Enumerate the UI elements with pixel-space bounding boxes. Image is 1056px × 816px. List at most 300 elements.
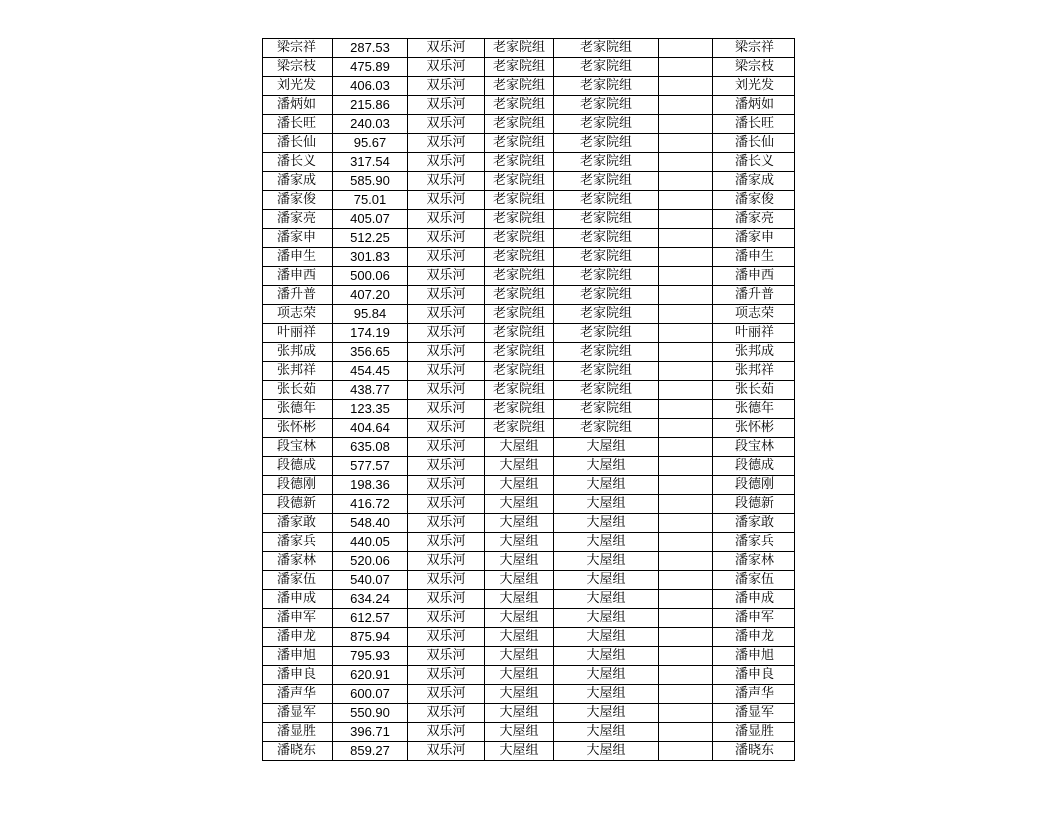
village-cell: 双乐河 [408,248,485,267]
owner-cell: 潘家成 [713,172,795,191]
subgroup-cell: 大屋组 [554,533,659,552]
subgroup-cell: 老家院组 [554,58,659,77]
note-cell [659,210,713,229]
group-cell: 大屋组 [485,704,554,723]
subgroup-cell: 大屋组 [554,647,659,666]
group-cell: 大屋组 [485,514,554,533]
village-cell: 双乐河 [408,552,485,571]
name-cell: 潘长旺 [263,115,333,134]
subgroup-cell: 大屋组 [554,742,659,761]
group-cell: 老家院组 [485,400,554,419]
owner-cell: 潘晓东 [713,742,795,761]
group-cell: 老家院组 [485,381,554,400]
table-row [263,552,795,571]
area-cell: 795.93 [333,647,408,666]
subgroup-cell: 老家院组 [554,134,659,153]
note-cell [659,533,713,552]
subgroup-cell: 老家院组 [554,324,659,343]
name-cell: 潘显胜 [263,723,333,742]
subgroup-cell: 老家院组 [554,419,659,438]
name-cell: 潘申良 [263,666,333,685]
group-cell: 老家院组 [485,248,554,267]
owner-cell: 潘长旺 [713,115,795,134]
table-row [263,704,795,723]
group-cell: 老家院组 [485,305,554,324]
village-cell: 双乐河 [408,96,485,115]
name-cell: 潘家伍 [263,571,333,590]
area-cell: 500.06 [333,267,408,286]
owner-cell: 潘升普 [713,286,795,305]
area-cell: 215.86 [333,96,408,115]
owner-cell: 段宝林 [713,438,795,457]
area-cell: 548.40 [333,514,408,533]
owner-cell: 潘申龙 [713,628,795,647]
area-cell: 635.08 [333,438,408,457]
owner-cell: 张邦祥 [713,362,795,381]
subgroup-cell: 大屋组 [554,495,659,514]
subgroup-cell: 大屋组 [554,552,659,571]
name-cell: 潘申西 [263,267,333,286]
subgroup-cell: 老家院组 [554,39,659,58]
owner-cell: 潘申良 [713,666,795,685]
group-cell: 老家院组 [485,419,554,438]
village-cell: 双乐河 [408,381,485,400]
village-cell: 双乐河 [408,305,485,324]
group-cell: 大屋组 [485,685,554,704]
name-cell: 张怀彬 [263,419,333,438]
table-row [263,438,795,457]
name-cell: 潘申生 [263,248,333,267]
village-cell: 双乐河 [408,571,485,590]
village-cell: 双乐河 [408,362,485,381]
owner-cell: 潘申军 [713,609,795,628]
village-cell: 双乐河 [408,229,485,248]
table-row [263,248,795,267]
area-cell: 612.57 [333,609,408,628]
subgroup-cell: 老家院组 [554,210,659,229]
table-row [263,381,795,400]
table-row [263,343,795,362]
table-row [263,286,795,305]
village-cell: 双乐河 [408,77,485,96]
owner-cell: 段德刚 [713,476,795,495]
area-cell: 75.01 [333,191,408,210]
table-row [263,647,795,666]
group-cell: 老家院组 [485,286,554,305]
name-cell: 潘家亮 [263,210,333,229]
table-row [263,362,795,381]
group-cell: 大屋组 [485,609,554,628]
owner-cell: 项志荣 [713,305,795,324]
owner-cell: 叶丽祥 [713,324,795,343]
group-cell: 老家院组 [485,39,554,58]
area-cell: 396.71 [333,723,408,742]
subgroup-cell: 老家院组 [554,343,659,362]
area-cell: 404.64 [333,419,408,438]
table-row [263,229,795,248]
area-cell: 512.25 [333,229,408,248]
village-cell: 双乐河 [408,685,485,704]
area-cell: 585.90 [333,172,408,191]
table-row [263,96,795,115]
name-cell: 潘家林 [263,552,333,571]
village-cell: 双乐河 [408,286,485,305]
note-cell [659,438,713,457]
village-cell: 双乐河 [408,419,485,438]
area-cell: 356.65 [333,343,408,362]
group-cell: 大屋组 [485,647,554,666]
table-body [263,39,795,761]
subgroup-cell: 老家院组 [554,172,659,191]
table-row [263,400,795,419]
table-row [263,590,795,609]
owner-cell: 张怀彬 [713,419,795,438]
note-cell [659,381,713,400]
group-cell: 大屋组 [485,476,554,495]
note-cell [659,666,713,685]
group-cell: 老家院组 [485,267,554,286]
note-cell [659,229,713,248]
note-cell [659,343,713,362]
table-row [263,666,795,685]
village-cell: 双乐河 [408,723,485,742]
table-row [263,723,795,742]
area-cell: 405.07 [333,210,408,229]
note-cell [659,305,713,324]
village-cell: 双乐河 [408,324,485,343]
name-cell: 潘申旭 [263,647,333,666]
group-cell: 大屋组 [485,666,554,685]
area-cell: 475.89 [333,58,408,77]
note-cell [659,115,713,134]
name-cell: 潘晓东 [263,742,333,761]
name-cell: 刘光发 [263,77,333,96]
table-row [263,115,795,134]
note-cell [659,514,713,533]
owner-cell: 潘家俊 [713,191,795,210]
village-cell: 双乐河 [408,210,485,229]
name-cell: 潘申军 [263,609,333,628]
owner-cell: 潘申西 [713,267,795,286]
group-cell: 老家院组 [485,96,554,115]
subgroup-cell: 大屋组 [554,723,659,742]
group-cell: 老家院组 [485,191,554,210]
name-cell: 梁宗枝 [263,58,333,77]
note-cell [659,58,713,77]
name-cell: 叶丽祥 [263,324,333,343]
name-cell: 潘升普 [263,286,333,305]
table-row [263,305,795,324]
note-cell [659,742,713,761]
table-row [263,742,795,761]
name-cell: 潘长义 [263,153,333,172]
name-cell: 潘家兵 [263,533,333,552]
village-cell: 双乐河 [408,628,485,647]
subgroup-cell: 大屋组 [554,685,659,704]
subgroup-cell: 老家院组 [554,381,659,400]
village-cell: 双乐河 [408,476,485,495]
name-cell: 梁宗祥 [263,39,333,58]
note-cell [659,571,713,590]
name-cell: 潘长仙 [263,134,333,153]
owner-cell: 潘申旭 [713,647,795,666]
note-cell [659,457,713,476]
owner-cell: 段德成 [713,457,795,476]
table-row [263,457,795,476]
note-cell [659,609,713,628]
subgroup-cell: 老家院组 [554,153,659,172]
table-row [263,628,795,647]
village-cell: 双乐河 [408,495,485,514]
subgroup-cell: 老家院组 [554,286,659,305]
group-cell: 大屋组 [485,438,554,457]
owner-cell: 梁宗祥 [713,39,795,58]
owner-cell: 潘家敢 [713,514,795,533]
area-cell: 438.77 [333,381,408,400]
owner-cell: 潘家兵 [713,533,795,552]
note-cell [659,324,713,343]
owner-cell: 潘声华 [713,685,795,704]
subgroup-cell: 老家院组 [554,191,659,210]
table-row [263,210,795,229]
note-cell [659,134,713,153]
owner-cell: 潘申生 [713,248,795,267]
group-cell: 老家院组 [485,229,554,248]
note-cell [659,267,713,286]
name-cell: 潘申成 [263,590,333,609]
group-cell: 大屋组 [485,457,554,476]
owner-cell: 潘炳如 [713,96,795,115]
owner-cell: 潘家申 [713,229,795,248]
village-cell: 双乐河 [408,172,485,191]
name-cell: 张长茹 [263,381,333,400]
owner-cell: 潘家亮 [713,210,795,229]
village-cell: 双乐河 [408,153,485,172]
village-cell: 双乐河 [408,343,485,362]
group-cell: 老家院组 [485,153,554,172]
name-cell: 段德刚 [263,476,333,495]
group-cell: 老家院组 [485,134,554,153]
table-row [263,267,795,286]
table-row [263,419,795,438]
owner-cell: 潘家伍 [713,571,795,590]
group-cell: 大屋组 [485,533,554,552]
owner-cell: 张邦成 [713,343,795,362]
village-cell: 双乐河 [408,115,485,134]
note-cell [659,495,713,514]
owner-cell: 刘光发 [713,77,795,96]
note-cell [659,552,713,571]
group-cell: 大屋组 [485,742,554,761]
subgroup-cell: 大屋组 [554,666,659,685]
owner-cell: 潘家林 [713,552,795,571]
table-row [263,495,795,514]
name-cell: 潘申龙 [263,628,333,647]
group-cell: 老家院组 [485,210,554,229]
area-cell: 550.90 [333,704,408,723]
village-cell: 双乐河 [408,438,485,457]
area-cell: 240.03 [333,115,408,134]
group-cell: 老家院组 [485,172,554,191]
note-cell [659,723,713,742]
note-cell [659,590,713,609]
note-cell [659,77,713,96]
note-cell [659,39,713,58]
area-cell: 859.27 [333,742,408,761]
name-cell: 段德新 [263,495,333,514]
area-cell: 416.72 [333,495,408,514]
table-row [263,39,795,58]
note-cell [659,400,713,419]
owner-cell: 潘长义 [713,153,795,172]
village-cell: 双乐河 [408,533,485,552]
name-cell: 张德年 [263,400,333,419]
table-row [263,476,795,495]
subgroup-cell: 老家院组 [554,96,659,115]
table-row [263,58,795,77]
subgroup-cell: 老家院组 [554,229,659,248]
name-cell: 项志荣 [263,305,333,324]
village-cell: 双乐河 [408,58,485,77]
village-cell: 双乐河 [408,134,485,153]
owner-cell: 段德新 [713,495,795,514]
area-cell: 301.83 [333,248,408,267]
village-cell: 双乐河 [408,39,485,58]
name-cell: 潘家俊 [263,191,333,210]
area-cell: 577.57 [333,457,408,476]
note-cell [659,628,713,647]
area-cell: 287.53 [333,39,408,58]
name-cell: 潘家成 [263,172,333,191]
subgroup-cell: 老家院组 [554,267,659,286]
village-cell: 双乐河 [408,647,485,666]
owner-cell: 张德年 [713,400,795,419]
note-cell [659,172,713,191]
subgroup-cell: 大屋组 [554,457,659,476]
data-table [262,38,795,761]
note-cell [659,476,713,495]
area-cell: 620.91 [333,666,408,685]
village-cell: 双乐河 [408,267,485,286]
owner-cell: 潘申成 [713,590,795,609]
note-cell [659,362,713,381]
subgroup-cell: 大屋组 [554,514,659,533]
subgroup-cell: 老家院组 [554,77,659,96]
subgroup-cell: 大屋组 [554,571,659,590]
subgroup-cell: 老家院组 [554,362,659,381]
village-cell: 双乐河 [408,609,485,628]
group-cell: 大屋组 [485,552,554,571]
table-row [263,685,795,704]
subgroup-cell: 大屋组 [554,590,659,609]
village-cell: 双乐河 [408,400,485,419]
village-cell: 双乐河 [408,742,485,761]
village-cell: 双乐河 [408,191,485,210]
subgroup-cell: 大屋组 [554,704,659,723]
group-cell: 大屋组 [485,628,554,647]
area-cell: 875.94 [333,628,408,647]
note-cell [659,96,713,115]
subgroup-cell: 大屋组 [554,476,659,495]
group-cell: 老家院组 [485,362,554,381]
note-cell [659,153,713,172]
name-cell: 段宝林 [263,438,333,457]
subgroup-cell: 老家院组 [554,305,659,324]
area-cell: 440.05 [333,533,408,552]
name-cell: 张邦成 [263,343,333,362]
group-cell: 老家院组 [485,343,554,362]
subgroup-cell: 大屋组 [554,609,659,628]
table-row [263,324,795,343]
table-row [263,609,795,628]
table-row [263,172,795,191]
note-cell [659,419,713,438]
village-cell: 双乐河 [408,457,485,476]
subgroup-cell: 老家院组 [554,248,659,267]
group-cell: 老家院组 [485,115,554,134]
name-cell: 潘声华 [263,685,333,704]
area-cell: 198.36 [333,476,408,495]
group-cell: 大屋组 [485,590,554,609]
area-cell: 540.07 [333,571,408,590]
table-row [263,533,795,552]
village-cell: 双乐河 [408,590,485,609]
village-cell: 双乐河 [408,666,485,685]
owner-cell: 梁宗枝 [713,58,795,77]
name-cell: 潘家敢 [263,514,333,533]
area-cell: 317.54 [333,153,408,172]
village-cell: 双乐河 [408,514,485,533]
area-cell: 407.20 [333,286,408,305]
area-cell: 174.19 [333,324,408,343]
name-cell: 潘炳如 [263,96,333,115]
group-cell: 老家院组 [485,77,554,96]
note-cell [659,647,713,666]
name-cell: 张邦祥 [263,362,333,381]
table-row [263,191,795,210]
area-cell: 634.24 [333,590,408,609]
note-cell [659,286,713,305]
group-cell: 大屋组 [485,571,554,590]
owner-cell: 潘长仙 [713,134,795,153]
area-cell: 123.35 [333,400,408,419]
table-row [263,153,795,172]
note-cell [659,704,713,723]
table-row [263,77,795,96]
group-cell: 老家院组 [485,324,554,343]
owner-cell: 潘显胜 [713,723,795,742]
note-cell [659,248,713,267]
area-cell: 406.03 [333,77,408,96]
subgroup-cell: 老家院组 [554,400,659,419]
area-cell: 454.45 [333,362,408,381]
subgroup-cell: 老家院组 [554,115,659,134]
subgroup-cell: 大屋组 [554,628,659,647]
table-row [263,571,795,590]
name-cell: 潘家申 [263,229,333,248]
area-cell: 520.06 [333,552,408,571]
area-cell: 95.67 [333,134,408,153]
subgroup-cell: 大屋组 [554,438,659,457]
group-cell: 大屋组 [485,495,554,514]
village-cell: 双乐河 [408,704,485,723]
area-cell: 600.07 [333,685,408,704]
group-cell: 大屋组 [485,723,554,742]
name-cell: 段德成 [263,457,333,476]
owner-cell: 潘显军 [713,704,795,723]
note-cell [659,191,713,210]
owner-cell: 张长茹 [713,381,795,400]
